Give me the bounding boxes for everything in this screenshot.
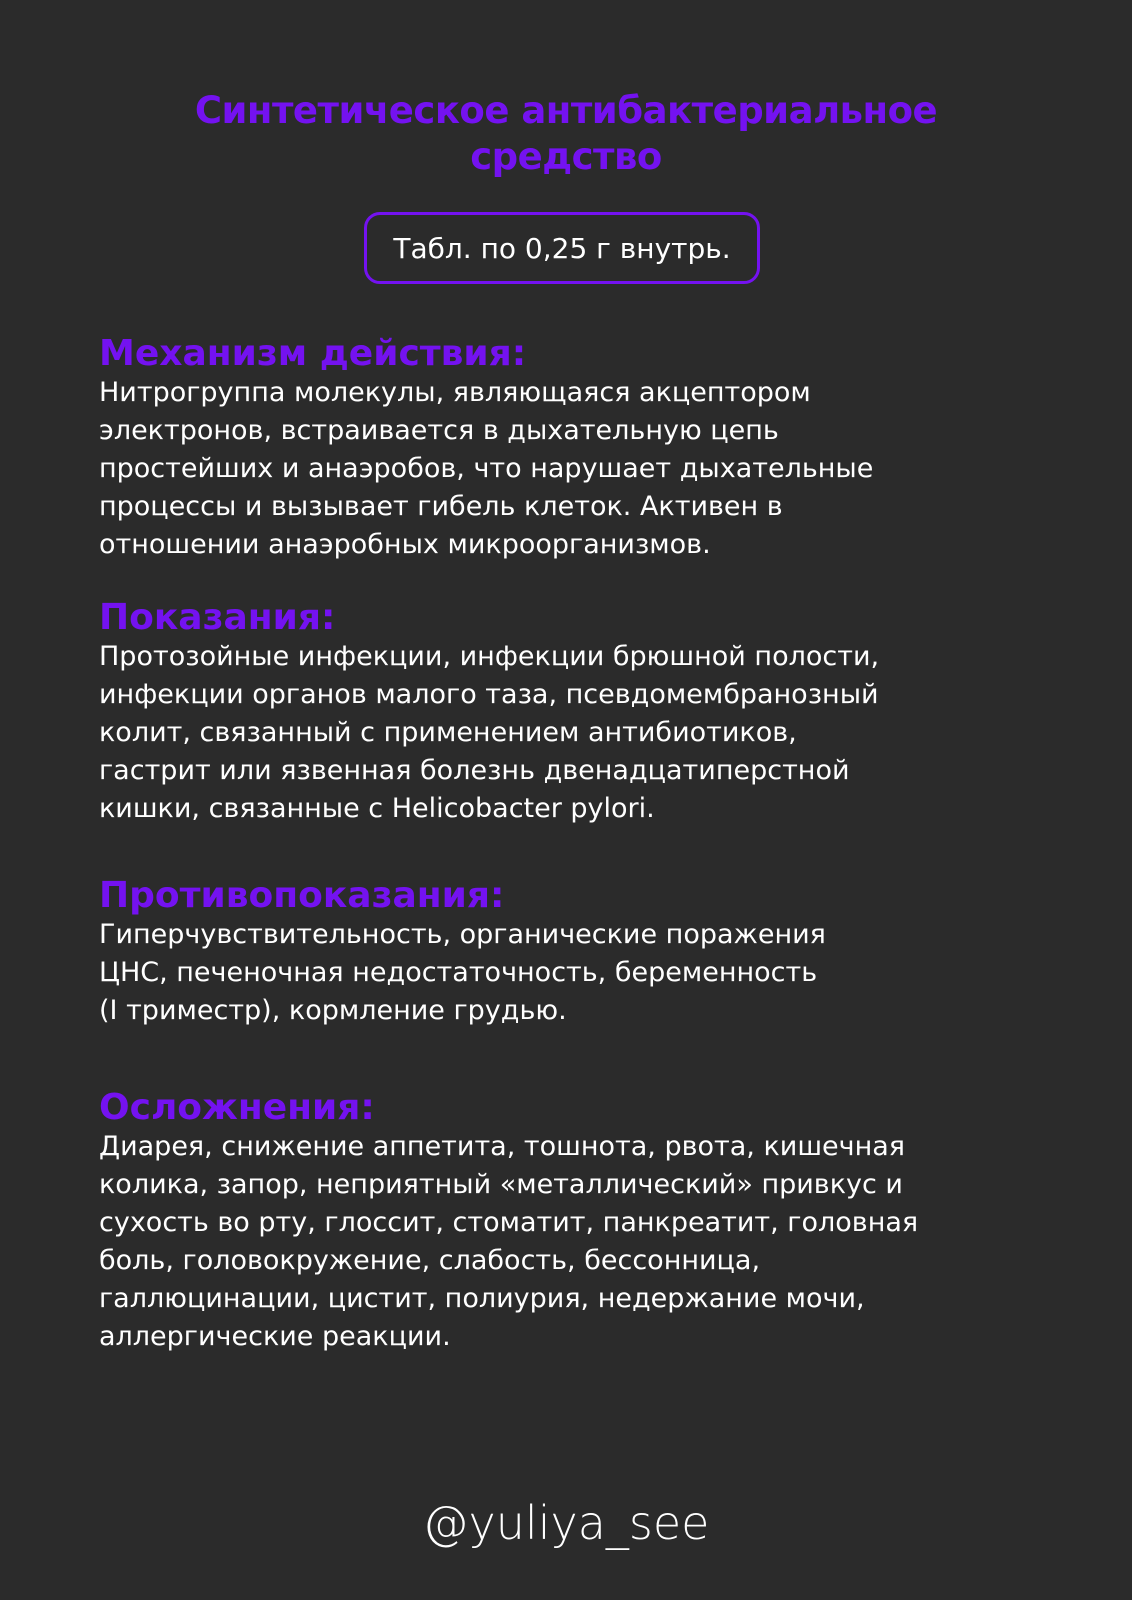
dosage-text: Табл. по 0,25 г внутрь. — [393, 231, 731, 265]
body-line: колика, запор, неприятный «металлический» привкус и — [99, 1169, 903, 1200]
body-line: колит, связанный с применением антибиотиков, — [99, 717, 797, 748]
body-line: ЦНС, печеночная недостаточность, беременность — [99, 957, 818, 988]
body-line: сухость во рту, глоссит, стоматит, панкреатит, головная — [99, 1207, 919, 1238]
body-line: Гиперчувствительность, органические поражения — [99, 919, 826, 950]
body-line: (I триместр), кормление грудью. — [99, 995, 567, 1026]
body-line: аллергические реакции. — [99, 1321, 451, 1352]
body-line: простейших и анаэробов, что нарушает дыхательные — [99, 453, 874, 484]
section-heading: Противопоказания: — [99, 875, 505, 916]
page-title-line-2: средство — [470, 135, 662, 178]
section-body — [99, 638, 1059, 828]
section-heading: Показания: — [99, 597, 336, 638]
section-indications — [99, 598, 1059, 828]
body-line: боль, головокружение, слабость, бессонница, — [99, 1245, 761, 1276]
page-title — [0, 88, 1132, 180]
section-complications — [99, 1088, 1059, 1356]
body-line: отношении анаэробных микроорганизмов. — [99, 529, 711, 560]
body-line: Протозойные инфекции, инфекции брюшной полости, — [99, 641, 880, 672]
section-body — [99, 916, 1059, 1030]
section-heading: Механизм действия: — [99, 333, 527, 374]
section-contraindications — [99, 876, 1059, 1030]
body-line: электронов, встраивается в дыхательную цепь — [99, 415, 779, 446]
section-body — [99, 374, 1059, 564]
body-line: процессы и вызывает гибель клеток. Активен в — [99, 491, 783, 522]
author-handle: @yuliya_see — [422, 1496, 710, 1550]
section-heading: Осложнения: — [99, 1087, 375, 1128]
body-line: Нитрогруппа молекулы, являющаяся акцептором — [99, 377, 811, 408]
body-line: Диарея, снижение аппетита, тошнота, рвота, кишечная — [99, 1131, 906, 1162]
body-line: гастрит или язвенная болезнь двенадцатиперстной — [99, 755, 850, 786]
body-line: галлюцинации, цистит, полиурия, недержание мочи, — [99, 1283, 865, 1314]
section-mechanism — [99, 334, 1059, 564]
page-title-line-1: Синтетическое антибактериальное — [194, 89, 938, 132]
dosage-badge — [364, 212, 760, 284]
section-body — [99, 1128, 1059, 1356]
body-line: инфекции органов малого таза, псевдомембранозный — [99, 679, 879, 710]
body-line: кишки, связанные с Helicobacter pylori. — [99, 793, 655, 824]
